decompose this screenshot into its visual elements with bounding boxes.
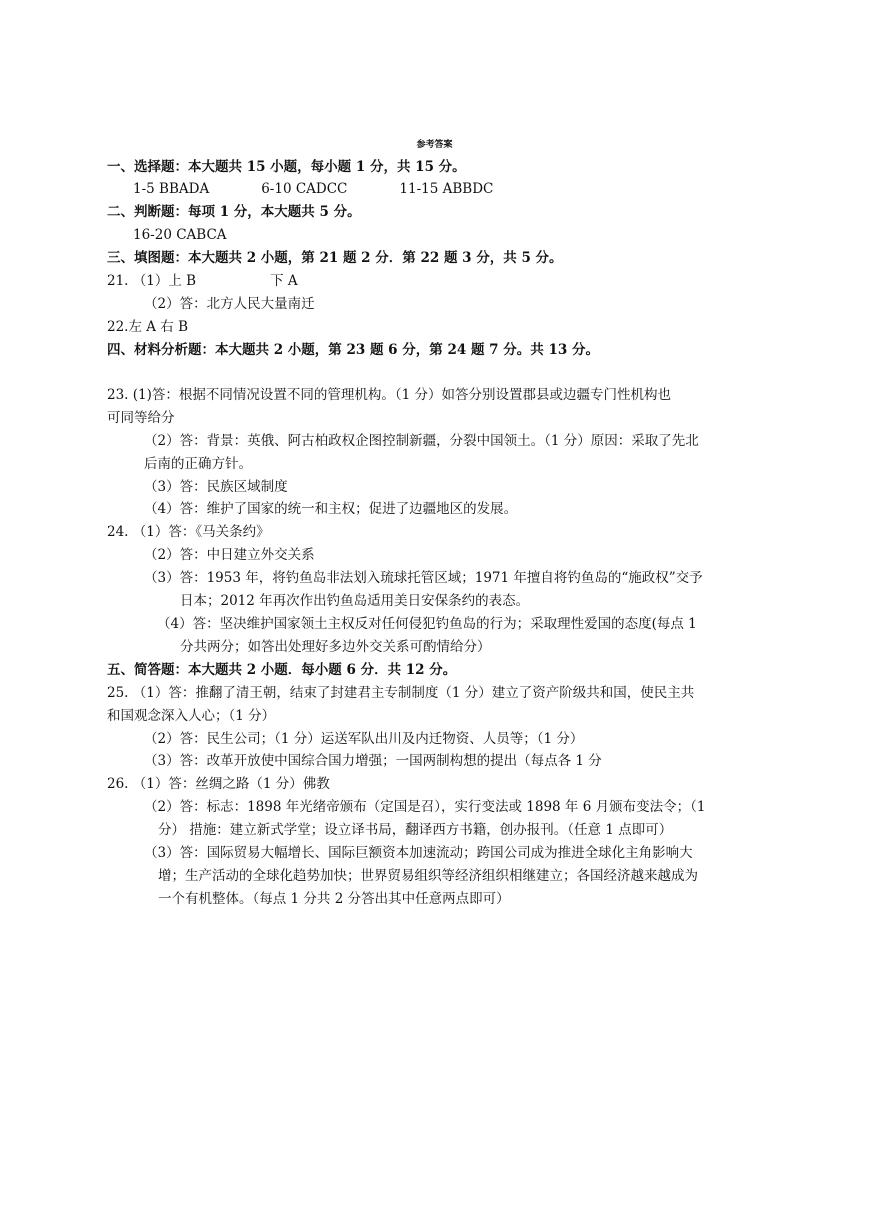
q21-part1 [107, 272, 298, 290]
q26-part1: 26. （1）答：丝绸之路（1 分）佛教 [107, 776, 330, 792]
q25-part2: （2）答：民生公司；（1 分）运送军队出川及内迁物资、人员等；（1 分） [144, 731, 584, 747]
section-4-heading: 四、材料分析题：本大题共 2 小题，第 23 题 6 分，第 24 题 7 分。共 13 分。 [107, 342, 599, 358]
q25-part3: （3）答：改革开放使中国综合国力增强；一国两制构想的提出（每点各 1 分 [144, 753, 602, 769]
q21-part1-upper: 21. （1）上 B [107, 273, 197, 289]
q23-part1-line1: 23. (1)答：根据不同情况设置不同的管理机构。（1 分）如答分别设置郡县或边疆专门性机构也 [107, 387, 672, 403]
q26-part3-line2: 增；生产活动的全球化趋势加快；世界贸易组织等经济组织相继建立；各国经济越来越成为 [158, 868, 698, 884]
q24-part1: 24. （1）答：《马关条约》 [107, 524, 270, 540]
q25-part1-line1: 25. （1）答：推翻了清王朝，结束了封建君主专制制度（1 分）建立了资产阶级共和国，使民主共 [107, 685, 695, 701]
section-5-heading: 五、简答题：本大题共 2 小题．每小题 6 分．共 12 分。 [107, 662, 457, 678]
q24-part2: （2）答：中日建立外交关系 [144, 547, 315, 563]
q24-part3-line2: 日本；2012 年再次作出钓鱼岛适用美日安保条约的表态。 [180, 593, 530, 609]
section-3-heading: 三、填图题：本大题共 2 小题，第 21 题 2 分．第 22 题 3 分，共 5 分。 [107, 250, 563, 266]
q23-part3: （3）答：民族区域制度 [144, 479, 288, 495]
answers-16-20: 16-20 CABCA [133, 227, 227, 243]
answers-1-5: 1-5 BBADA [133, 181, 210, 197]
q23-part2-line2: 后南的正确方针。 [144, 456, 252, 472]
answers-11-15: 11-15 ABBDC [399, 181, 494, 197]
q21-part1-lower: 下 A [270, 273, 298, 289]
q24-part4-line1: （4）答：坚决维护国家领土主权反对任何侵犯钓鱼岛的行为；采取理性爱国的态度(每点 1 [157, 616, 697, 632]
section-1-heading: 一、选择题：本大题共 15 小题，每小题 1 分，共 15 分。 [107, 159, 466, 175]
q23-part1-line2: 可同等给分 [107, 410, 175, 426]
q26-part2-line2: 分） 措施：建立新式学堂；设立译书局，翻译西方书籍，创办报刊。（任意 1 点即可） [158, 822, 673, 838]
answers-6-10: 6-10 CADCC [261, 181, 348, 197]
q21-part2: （2）答：北方人民大量南迁 [144, 296, 315, 312]
q26-part3-line1: （3）答：国际贸易大幅增长、国际巨额资本加速流动；跨国公司成为推进全球化主角影响大 [144, 845, 693, 861]
page-title: 参考答案 [416, 140, 453, 150]
q24-part3-line1: （3）答：1953 年，将钓鱼岛非法划入琉球托管区域；1971 年擅自将钓鱼岛的“施政权”交予 [144, 570, 703, 586]
q23-part4: （4）答：维护了国家的统一和主权；促进了边疆地区的发展。 [144, 501, 518, 517]
q24-part4-line2: 分共两分；如答出处理好多边外交关系可酌情给分） [180, 639, 491, 655]
section-2-heading: 二、判断题：每项 1 分，本大题共 5 分。 [107, 204, 361, 220]
q23-part2-line1: （2）答：背景：英俄、阿古柏政权企图控制新疆，分裂中国领土。（1 分）原因：采取了先北 [144, 433, 699, 449]
q25-part1-line2: 和国观念深入人心；（1 分） [107, 708, 276, 724]
q26-part3-line3: 一个有机整体。（每点 1 分共 2 分答出其中任意两点即可） [158, 891, 510, 907]
q26-part2-line1: （2）答：标志：1898 年光绪帝颁布（定国是召），实行变法或 1898 年 6 月颁布变法令；（1 [144, 799, 706, 815]
q22-answer: 22.左 A 右 B [107, 319, 189, 335]
section-1-answers [133, 180, 493, 198]
